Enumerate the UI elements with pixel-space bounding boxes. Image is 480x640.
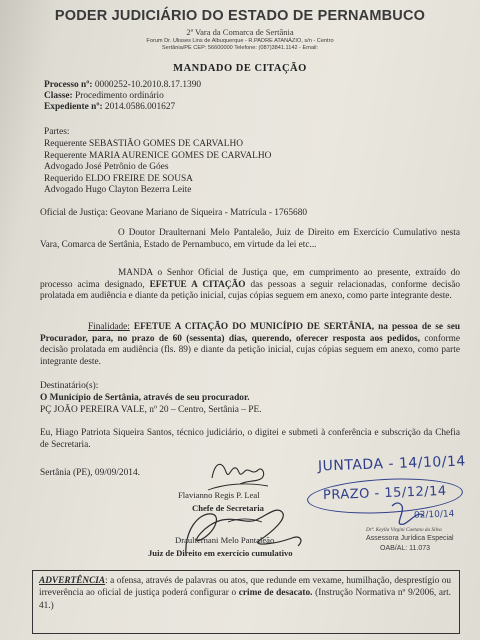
oficial-line: Oficial de Justiça: Geovane Mariano de Siqueira - Matrícula - 1765680 — [40, 208, 308, 218]
paragraph-mandate: MANDA o Senhor Oficial de Justiça que, em cumprimento ao presente, extraído do processo acima designado, EFETUE A CITAÇÃO das pessoas a seguir relacionadas, conforme decisão prolatada em audiência e diante da petição inicial, cujas cópias seguem em anexo, como parte integrante deste. — [40, 268, 460, 302]
document-date: Sertânia (PE), 09/09/2014. — [40, 468, 140, 478]
handwritten-juntada: JUNTADA - 14/10/14 — [317, 453, 467, 475]
party-line: Advogado José Petrônio de Góes — [44, 162, 169, 172]
chefe-name: Flavianno Regis P. Leal — [178, 490, 260, 500]
process-number: Processo nº: 0000252-10.2010.8.17.1390 — [44, 80, 202, 90]
stamp-name: Drª. Keylla Virgini Caetano da Silva — [366, 527, 442, 533]
party-line: Requerido ELDO FREIRE DE SOUSA — [44, 173, 193, 184]
destinatario-name: O Município de Sertânia, através de seu procurador. — [40, 393, 250, 403]
party-line: Requerente SEBASTIÃO GOMES DE CARVALHO — [44, 139, 244, 149]
advertencia-text: ADVERTÊNCIA: a ofensa, através de palavras ou atos, que redunde em vexame, humilhação, desprestígio ou irreverência ao oficial de justiça poderá configurar o crime de desacato. (Instrução Normativa nº 9/2006, art. 41.) — [39, 576, 451, 611]
handwritten-prazo: PRAZO - 15/12/14 — [322, 483, 447, 504]
process-class: Classe: Procedimento ordinário — [44, 91, 164, 101]
party-line: Advogado Hugo Clayton Bezerra Leite — [44, 185, 192, 195]
stamp-oab: OAB/AL: 11.073 — [380, 545, 431, 552]
paragraph-clerk: Eu, Hiago Patriota Siqueira Santos, técnico judiciário, o digitei e submeti à conferência e subscrição da Chefia de Secretaria. — [40, 428, 460, 450]
parties-label: Partes: — [44, 127, 70, 137]
document-title: MANDADO DE CITAÇÃO — [173, 63, 307, 74]
court-header: PODER JUDICIÁRIO DO ESTADO DE PERNAMBUCO — [54, 8, 426, 24]
vara-header: 2ª Vara da Comarca de Sertânia — [186, 27, 294, 37]
destinatario-address: PÇ JOÃO PEREIRA VALE, nº 20 – Centro, Sertânia – PE. — [40, 405, 262, 415]
paragraph-judge: O Doutor Draulternani Melo Pantaleão, Juiz de Direito em Exercício Cumulativo nesta Vara, Comarca de Sertânia, Estado de Pernambuco, em virtude da lei etc... — [40, 228, 460, 250]
destinatario-label: Destinatário(s): — [40, 381, 99, 391]
chefe-role: Chefe de Secretaria — [192, 503, 264, 513]
advertencia-box — [32, 570, 460, 634]
address-line-1: Forum Dr. Ulisses Lins de Albuquerque - R.PADRE ATANÁZIO, s/n - Centro — [146, 38, 334, 44]
handwritten-date: 02/10/14 — [413, 509, 455, 521]
party-line: Requerente MARIA AURENICE GOMES DE CARVALHO — [44, 150, 272, 161]
juiz-role: Juiz de Direito em exercício cumulativo — [148, 548, 293, 558]
stamp-role: Assessora Jurídica Especial — [366, 535, 454, 542]
paragraph-finalidade: Finalidade: EFETUE A CITAÇÃO DO MUNICÍPIO DE SERTÂNIA, na pessoa de se seu Procurador, para, no prazo de 60 (sessenta) dias, querendo, oferecer resposta aos pedidos, conforme decisão prolatada em audiência (fls. 89) e diante da petição inicial, cujas cópias seguem em anexo, como parte integrante deste. — [40, 322, 461, 367]
juiz-name: Draulternani Melo Pantaleão — [175, 535, 275, 545]
address-line-2: Sertânia/PE CEP: 56600000 Telefone: (087)3841.1142 - Email: — [161, 45, 319, 51]
process-expediente: Expediente nº: 2014.0586.001627 — [44, 102, 176, 112]
